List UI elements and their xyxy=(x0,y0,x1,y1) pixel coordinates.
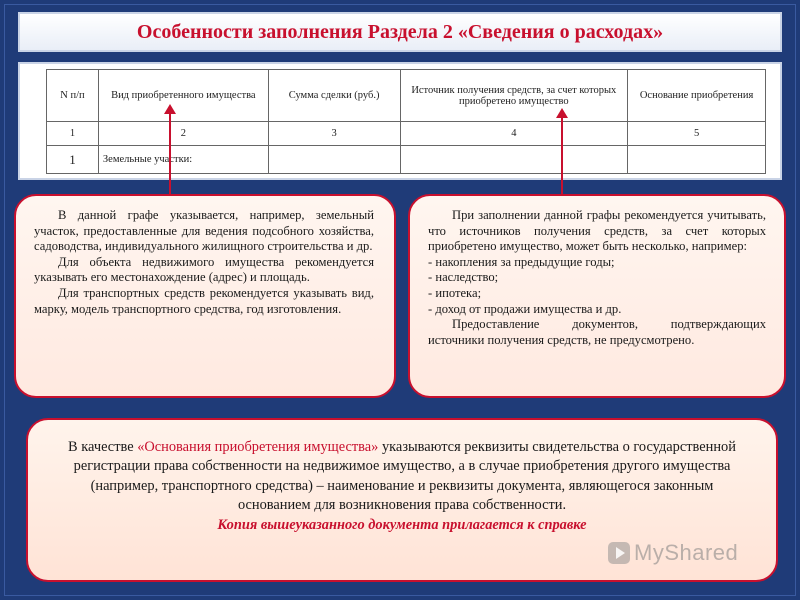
col-number-1: 1 xyxy=(47,122,99,146)
list-item: - наследство; xyxy=(428,270,499,285)
header-deal-sum: Сумма сделки (руб.) xyxy=(268,70,400,122)
basis-highlight: «Основания приобретения имущества» xyxy=(137,439,379,455)
expenses-table xyxy=(46,69,766,174)
header-acquisition-basis: Основание приобретения xyxy=(628,70,766,122)
table-number-row xyxy=(47,122,766,146)
list-item: - накопления за предыдущие годы; xyxy=(428,254,615,269)
acquisition-basis-text xyxy=(54,438,750,516)
col-number-5: 5 xyxy=(628,122,766,146)
col-number-4: 4 xyxy=(400,122,628,146)
basis-prefix: В качестве xyxy=(68,439,138,455)
header-property-type: Вид приобретенного имущества xyxy=(98,70,268,122)
play-icon xyxy=(608,542,630,564)
funds-source-note xyxy=(408,194,786,398)
row-acquisition-basis xyxy=(628,146,766,174)
header-funds-source: Источник получения средств, за счет которых приобретено имущество xyxy=(400,70,628,122)
basis-suffix: указываются реквизиты свидетельства о государственной регистрации права собственности на недвижимое имущество, а в случае приобретения другого имущества (например, транспортного средства) – наименование и реквизиты документа, являющегося законным основанием для возникновения права собственности. xyxy=(73,439,736,514)
watermark-text: MyShared xyxy=(634,540,739,565)
property-type-note-p1: В данной графе указывается, например, земельный участок, предоставленные для ведения подсобного хозяйства, садоводства, индивидуального жилищного строительства и др. xyxy=(34,208,374,254)
watermark xyxy=(608,540,738,566)
page-title: Особенности заполнения Раздела 2 «Сведения о расходах» xyxy=(136,20,664,43)
property-type-note-p2: Для объекта недвижимого имущества рекомендуется указывать его местонахождение (адрес) и площадь. xyxy=(34,254,374,285)
funds-source-note-p1: При заполнении данной графы рекомендуется учитывать, что источников получения средств, за счет которых приобретено имущество, может быть несколько, например: xyxy=(428,208,766,254)
expenses-table-panel xyxy=(18,62,782,180)
funds-source-note-p2: Предоставление документов, подтверждающих источники получения средств, не предусмотрено. xyxy=(428,317,766,347)
property-type-note xyxy=(14,194,396,398)
col-number-3: 3 xyxy=(268,122,400,146)
list-item: - ипотека; xyxy=(428,285,482,300)
list-item: - доход от продажи имущества и др. xyxy=(428,301,622,316)
table-header-row xyxy=(47,70,766,122)
title-bar xyxy=(18,12,782,52)
attachment-note: Копия вышеуказанного документа прилагается к справке xyxy=(217,516,587,533)
row-property-type: Земельные участки: xyxy=(98,146,268,174)
header-num: N п/п xyxy=(47,70,99,122)
row-funds-source xyxy=(400,146,628,174)
table-row xyxy=(47,146,766,174)
row-num: 1 xyxy=(47,146,99,174)
property-type-note-p3: Для транспортных средств рекомендуется указывать вид, марку, модель транспортного средства, год изготовления. xyxy=(34,285,374,316)
col-number-2: 2 xyxy=(98,122,268,146)
row-deal-sum xyxy=(268,146,400,174)
